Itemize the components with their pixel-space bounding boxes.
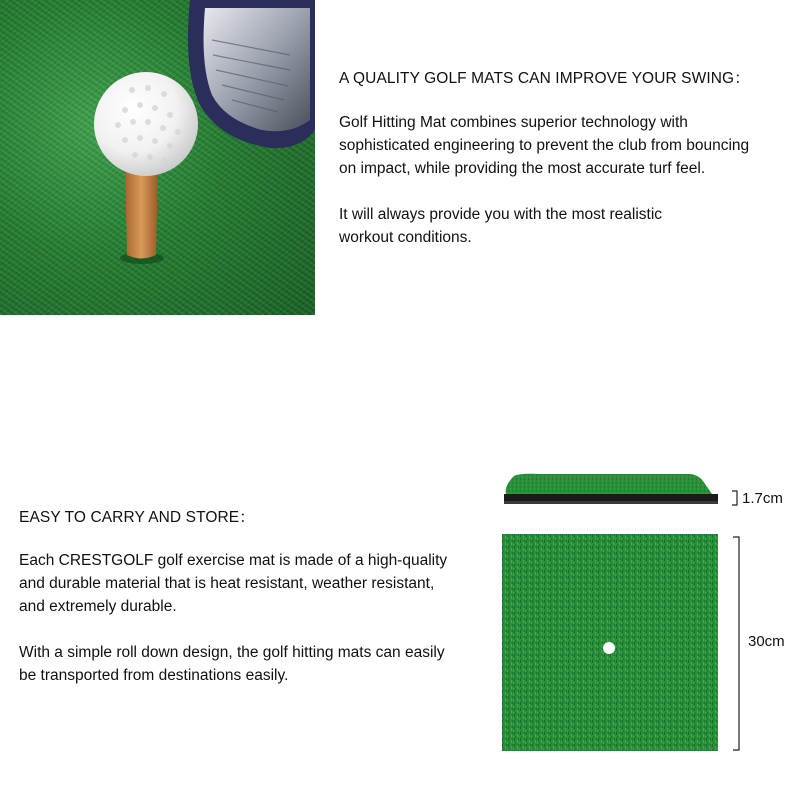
- golf-ball-tee-photo: [0, 0, 315, 315]
- quality-para2-line: It will always provide you with the most realistic: [339, 206, 663, 223]
- quality-para1-line: Golf Hitting Mat combines superior technology with: [339, 114, 688, 131]
- quality-para2-line: workout conditions.: [339, 229, 472, 246]
- side-length-label: 30cm: [748, 633, 785, 650]
- mat-side-illustration: [500, 470, 725, 510]
- carry-heading: EASY TO CARRY AND STORE：: [19, 509, 255, 526]
- quality-paragraph-1: [339, 111, 794, 180]
- carry-paragraph-2: [19, 641, 489, 687]
- carry-section: [19, 505, 489, 527]
- carry-para1-line: and extremely durable.: [19, 598, 177, 615]
- mat-top-illustration: [502, 534, 718, 751]
- quality-para1-line: on impact, while providing the most accurate turf feel.: [339, 160, 706, 177]
- carry-para1-line: Each CRESTGOLF golf exercise mat is made of a high-quality: [19, 552, 448, 569]
- golf-scene-illustration: [0, 0, 315, 315]
- carry-paragraph-1: [19, 549, 489, 618]
- side-bracket: [732, 536, 742, 752]
- mat-top-view: [502, 534, 718, 751]
- thickness-bracket: [731, 490, 741, 506]
- quality-para1-line: sophisticated engineering to prevent the club from bouncing: [339, 137, 750, 154]
- carry-para2-line: be transported from destinations easily.: [19, 667, 289, 684]
- quality-heading: A QUALITY GOLF MATS CAN IMPROVE YOUR SWING：: [339, 70, 750, 87]
- quality-section: [339, 66, 794, 88]
- thickness-label: 1.7cm: [742, 490, 783, 507]
- carry-para2-line: With a simple roll down design, the golf hitting mats can easily: [19, 644, 445, 661]
- quality-paragraph-2: [339, 203, 794, 249]
- carry-para1-line: and durable material that is heat resistant, weather resistant,: [19, 575, 435, 592]
- mat-side-view: [500, 470, 725, 515]
- tee-hole: [603, 642, 615, 654]
